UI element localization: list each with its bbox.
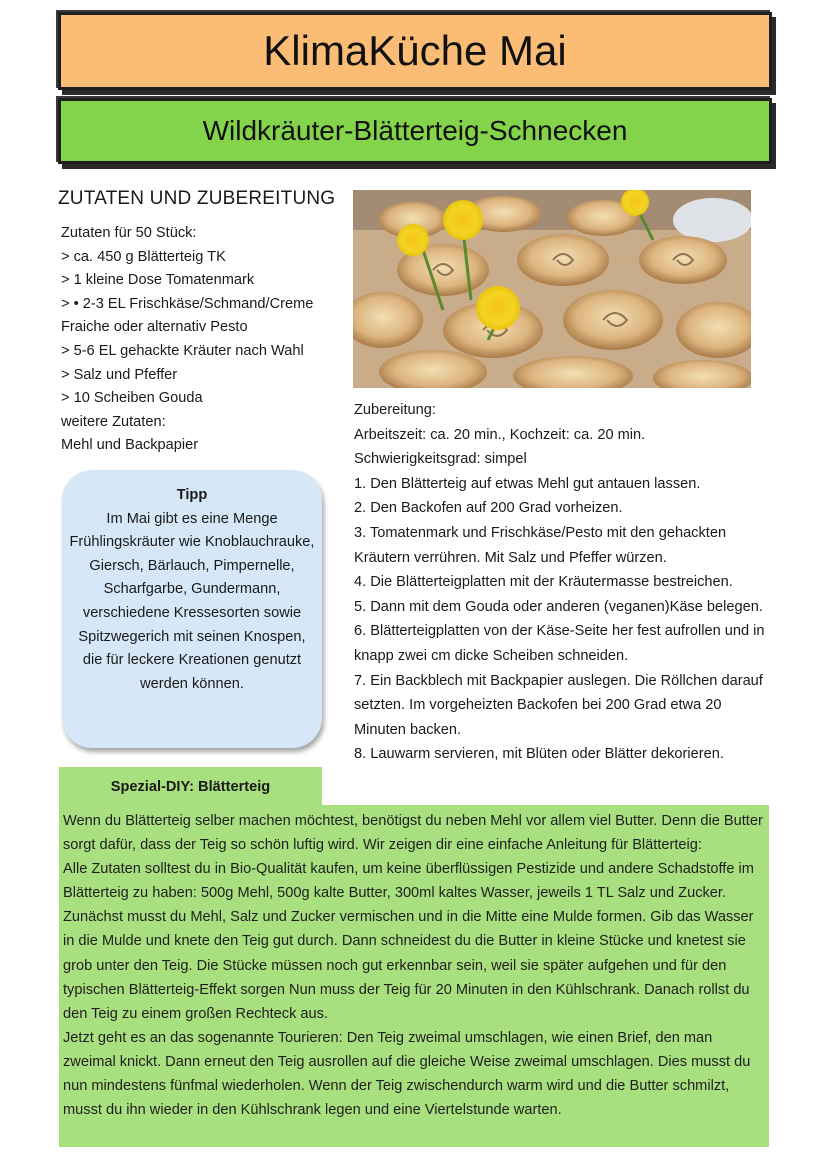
preparation-line: 5. Dann mit dem Gouda oder anderen (veganen)Käse belegen.	[354, 598, 763, 615]
preparation-line: 6. Blätterteigplatten von der Käse-Seite her fest aufrollen und in knapp zwei cm dicke Scheiben schneiden.	[354, 623, 765, 664]
preparation-line: 2. Den Backofen auf 200 Grad vorheizen.	[354, 500, 623, 517]
ingredients-line: > 1 kleine Dose Tomatenmark	[61, 272, 255, 289]
recipe-photo	[353, 190, 751, 388]
ingredients-line: Zutaten für 50 Stück:	[61, 225, 197, 241]
preparation-line: Zubereitung:	[354, 402, 436, 418]
preparation-steps	[354, 398, 774, 767]
preparation-line: 1. Den Blätterteig auf etwas Mehl gut antauen lassen.	[354, 475, 701, 492]
ingredients-line: > ca. 450 g Blätterteig TK	[61, 248, 226, 265]
pastry-photo-illustration	[353, 190, 751, 388]
diy-paragraph: Alle Zutaten solltest du in Bio-Qualität kaufen, um keine überflüssigen Pestizide und andere Schadstoffe im Blätterteig zu haben: 500g Mehl, 500g kalte Butter, 300ml kaltes Wasser, jeweils 1 TL Salz und Zucker. Zunächst musst du Mehl, Salz und Zucker vermischen und in die Mitte eine Mulde formen. Gib das Wasser in die Mulde und knete den Teig gut durch. Dann schneidest du die Butter in kleine Stücke und knetest sie grob unter den Teig. Die Stücke müssen noch gut erkennbar sein, weil sie später aufgehen und für den typischen Blätterteig-Effekt sorgen Nun muss der Teig für 20 Minuten in den Kühlschrank. Danach rollst du den Teig zu einem großen Rechteck aus.	[63, 861, 754, 1022]
diy-title: Spezial-DIY: Blätterteig	[59, 767, 322, 807]
preparation-line: 3. Tomatenmark und Frischkäse/Pesto mit den gehackten Kräutern verrühren. Mit Salz und Pfeffer würzen.	[354, 524, 727, 566]
ingredients-line: Mehl und Backpapier	[61, 437, 199, 454]
ingredients-line: > Salz und Pfeffer	[61, 366, 178, 383]
preparation-line: Schwierigkeitsgrad: simpel	[354, 451, 527, 468]
diy-body	[59, 805, 769, 1147]
tip-box	[62, 470, 322, 748]
preparation-line: Arbeitszeit: ca. 20 min., Kochzeit: ca. 20 min.	[354, 426, 646, 443]
title-banner	[58, 12, 772, 90]
diy-paragraph: Jetzt geht es an das sogenannte Tourieren: Den Teig zweimal umschlagen, wie einen Brief, den man zweimal knickt. Dann erneut den Teig ausrollen auf die gleiche Weise zweimal umschlagen. Dies musst du nun mindestens fünfmal wiederholen. Wenn der Teig zwischendurch warm wird und die Butter schmilzt, musst du ihn wieder in den Kühlschrank legen und eine Viertelstunde warten.	[63, 1029, 751, 1119]
ingredients-line: weitere Zutaten:	[61, 413, 166, 430]
preparation-line: 7. Ein Backblech mit Backpapier auslegen. Die Röllchen darauf setzten. Im vorgeheizten Backofen bei 200 Grad etwa 20 Minuten backen.	[354, 672, 763, 738]
diy-paragraph: Wenn du Blätterteig selber machen möchtest, benötigst du neben Mehl vor allem viel Butter. Denn die Butter sorgt dafür, dass der Teig so schön luftig wird. Wir zeigen dir eine einfache Anleitung für Blätterteig:	[63, 813, 763, 854]
page-title: KlimaKüche Mai	[263, 27, 567, 74]
recipe-title: Wildkräuter-Blätterteig-Schnecken	[202, 115, 628, 146]
ingredients-line: > 5-6 EL gehackte Kräuter nach Wahl	[61, 342, 304, 359]
ingredients-line: > 10 Scheiben Gouda	[61, 390, 203, 407]
section-heading: ZUTATEN UND ZUBEREITUNG	[58, 188, 336, 209]
subtitle-banner	[58, 98, 772, 164]
ingredients-line: > • 2-3 EL Frischkäse/Schmand/Creme Fraiche oder alternativ Pesto	[61, 295, 314, 336]
tip-title: Tipp	[176, 487, 208, 503]
tip-text: Im Mai gibt es eine Menge Frühlingskräuter wie Knoblauchrauke, Giersch, Bärlauch, Pimpernelle, Scharfgarbe, Gundermann, verschiedene Kressesorten sowie Spitzwegerich mit seinen Knospen, die für leckere Kreationen genutzt werden können.	[69, 510, 315, 692]
ingredients-list	[61, 222, 346, 458]
preparation-line: 4. Die Blätterteigplatten mit der Kräutermasse bestreichen.	[354, 574, 733, 591]
preparation-line: 8. Lauwarm servieren, mit Blüten oder Blätter dekorieren.	[354, 746, 724, 763]
